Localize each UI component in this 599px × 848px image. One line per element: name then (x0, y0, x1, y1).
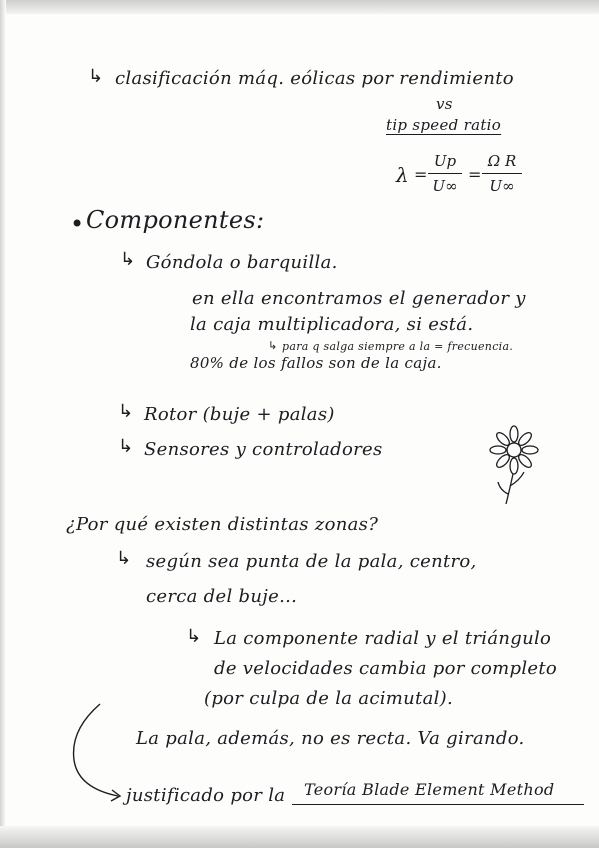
gondola-desc-1: en ella encontramos el generador y (192, 288, 526, 309)
gondola-desc-2: la caja multiplicadora, si está. (190, 314, 474, 335)
scan-edge-bottom (0, 826, 599, 848)
arrow-icon: ↳ (116, 548, 132, 569)
formula-fraction-1 (428, 152, 462, 195)
fallos-note: 80% de los fallos son de la caja. (190, 354, 442, 372)
teoria-text: Teoría Blade Element Method (304, 780, 555, 799)
note-vs: vs (436, 95, 453, 113)
arrow-icon: ↳ (186, 626, 202, 647)
fraction-2-denominator: U∞ (489, 177, 515, 195)
formula-lambda: λ (396, 163, 409, 187)
arrow-icon: ↳ (118, 436, 134, 457)
flower-doodle-icon (478, 420, 548, 510)
scan-edge-top (0, 0, 599, 14)
question-zones: ¿Por qué existen distintas zonas? (66, 514, 379, 535)
note-line-classification: clasificación máq. eólicas por rendimiento (115, 68, 514, 89)
justificado-text: justificado por la (126, 785, 286, 806)
fraction-2-numerator: Ω R (487, 152, 517, 170)
answer-line-1: según sea punta de la pala, centro, (146, 551, 477, 572)
bullet-dot: • (70, 210, 85, 238)
fraction-1-numerator: Up (433, 152, 457, 170)
arrow-icon: ↳ (88, 66, 104, 87)
heading-componentes: Componentes: (86, 206, 265, 234)
detail-line-2: de velocidades cambia por completo (214, 658, 558, 679)
formula-equals-1: = (414, 165, 428, 184)
formula-equals-2: = (468, 165, 482, 184)
item-gondola: Góndola o barquilla. (146, 252, 338, 273)
arrow-icon: ↳ (120, 249, 136, 270)
formula-fraction-2 (482, 152, 522, 195)
gondola-note: para q salga siempre a la = frecuencia. (282, 340, 514, 353)
item-rotor: Rotor (buje + palas) (144, 404, 335, 425)
scan-edge-left (0, 0, 6, 848)
note-tip-speed-ratio: tip speed ratio (386, 116, 502, 134)
bracket-curve-icon (60, 700, 130, 810)
arrow-icon: ↳ (268, 339, 278, 352)
pala-note: La pala, además, no es recta. Va girando. (136, 728, 525, 749)
answer-line-2: cerca del buje... (146, 586, 298, 607)
item-sensores: Sensores y controladores (144, 439, 383, 460)
detail-line-3: (por culpa de la acimutal). (204, 688, 454, 709)
arrow-icon: ↳ (118, 401, 134, 422)
detail-line-1: La componente radial y el triángulo (214, 628, 552, 649)
fraction-1-denominator: U∞ (432, 177, 458, 195)
teoria-underline (292, 804, 584, 805)
